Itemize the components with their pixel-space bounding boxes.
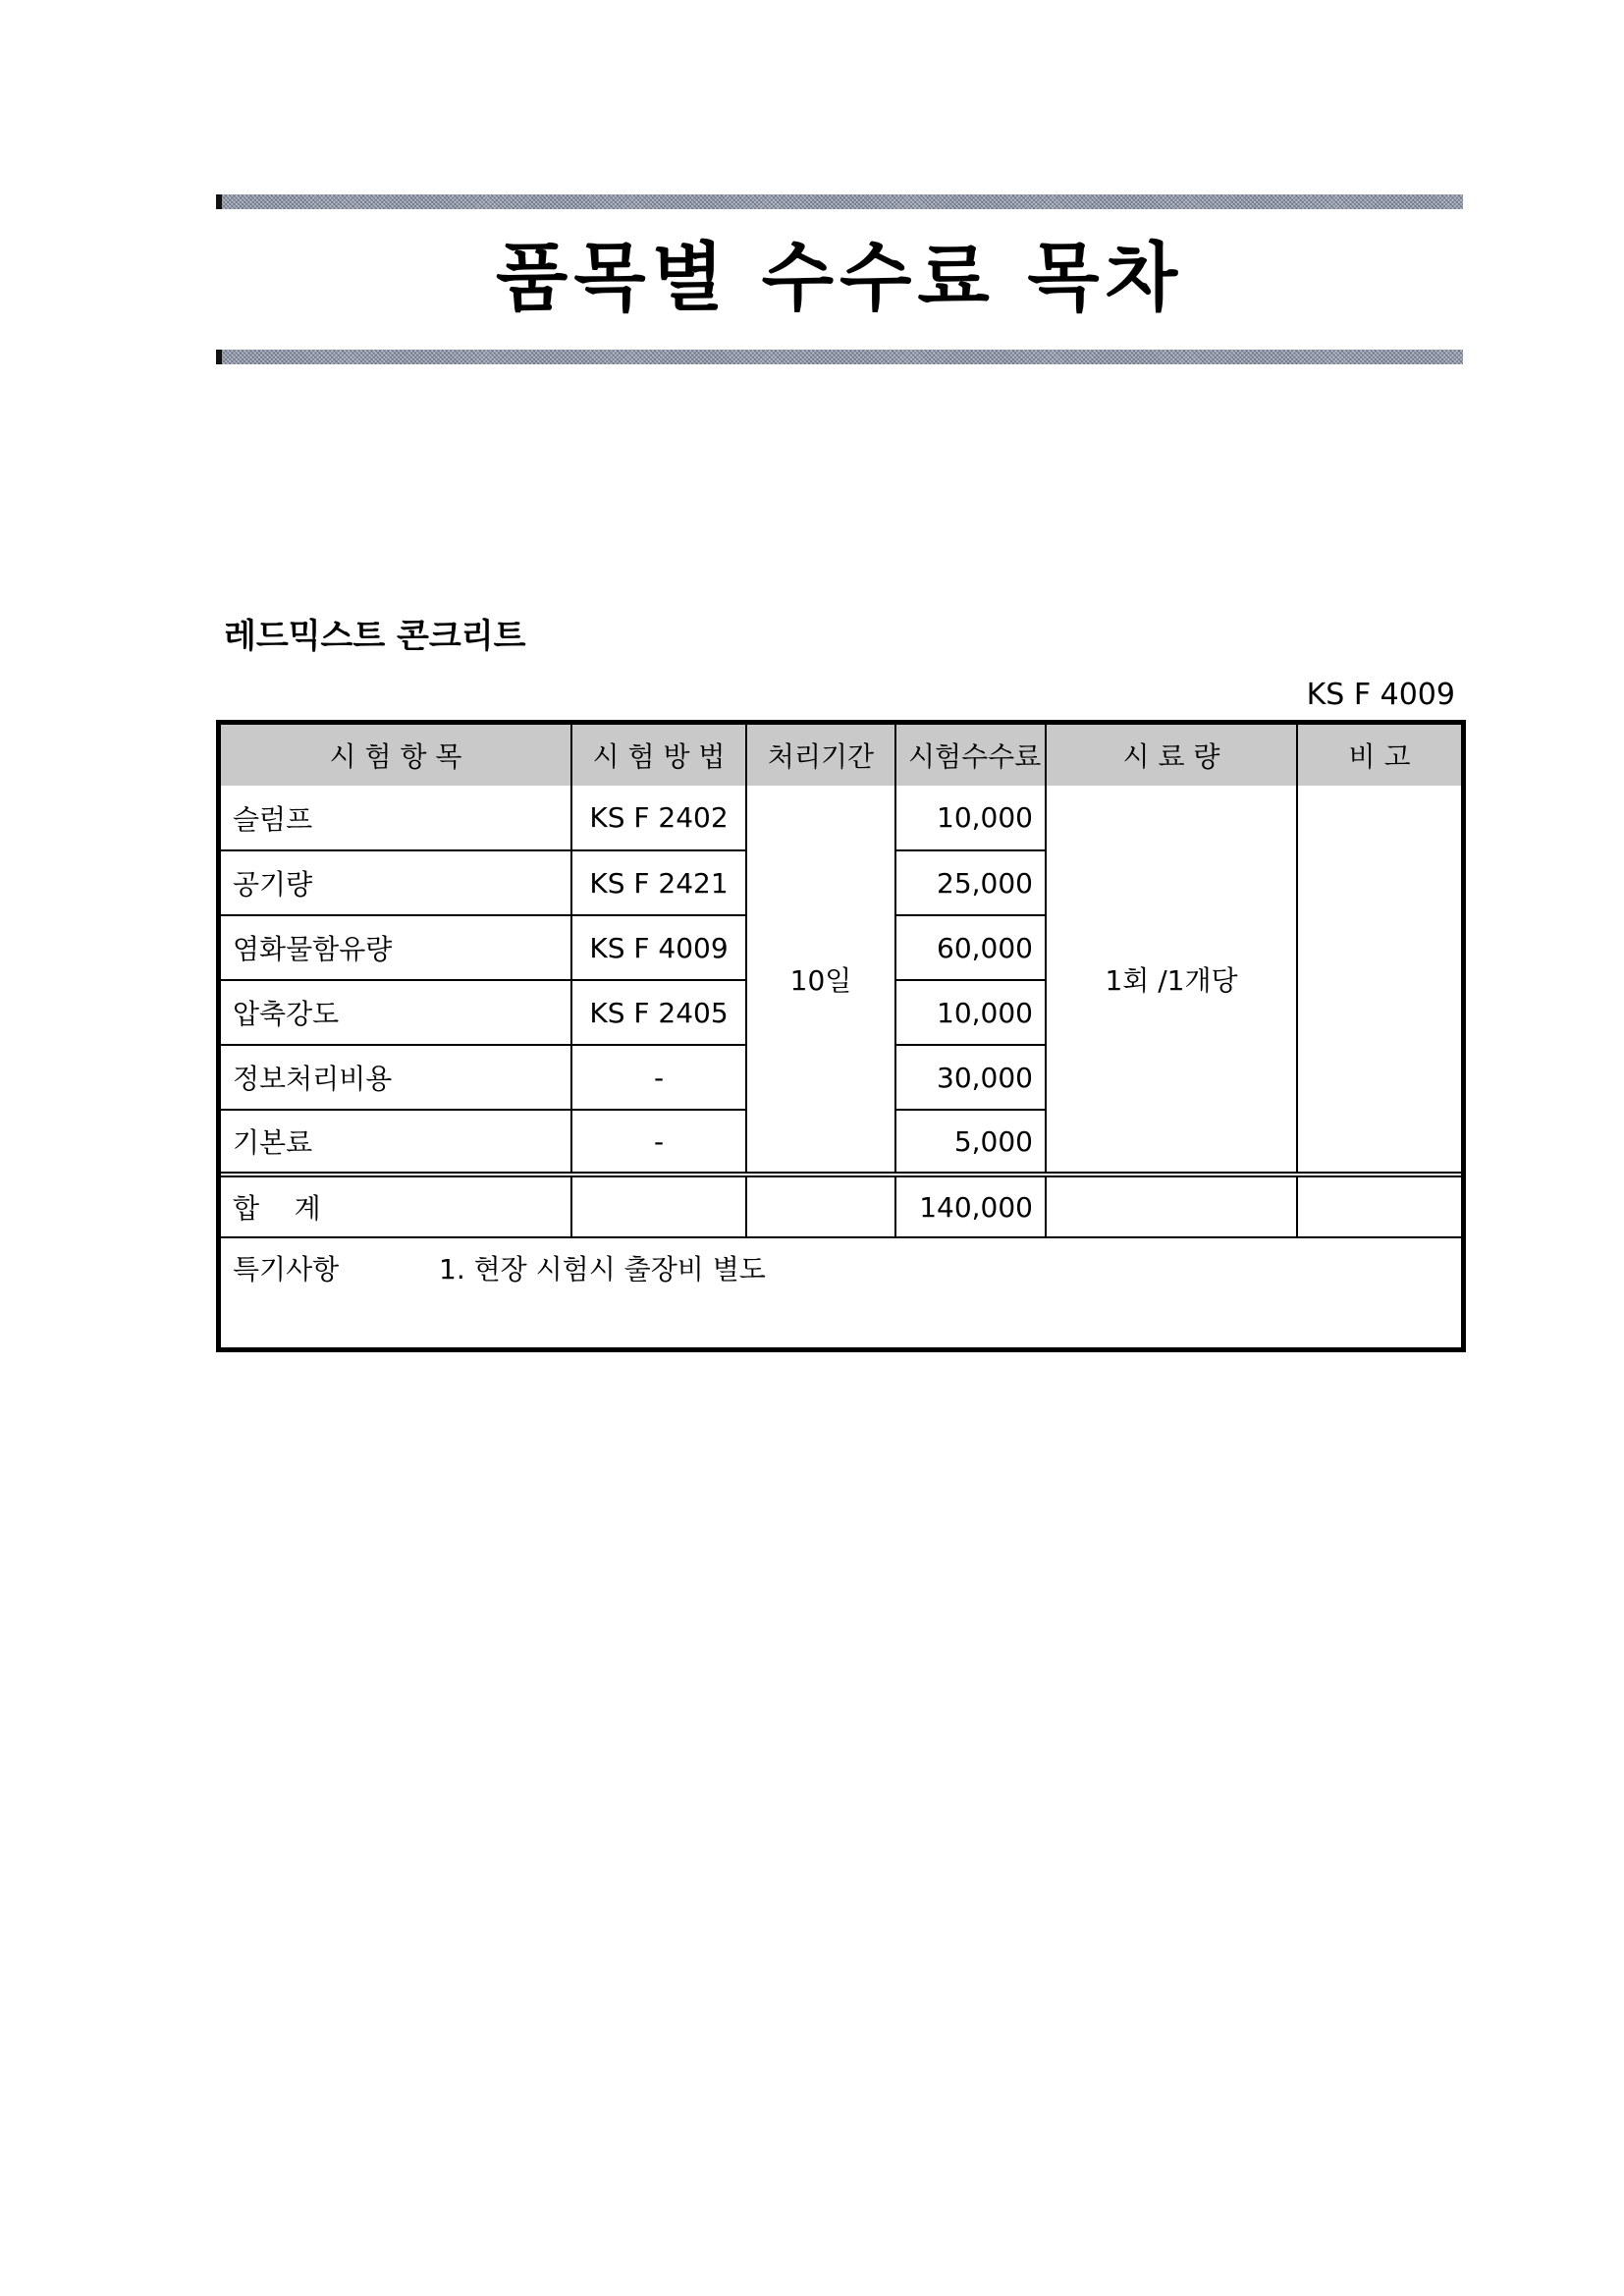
row-item: 정보처리비용: [221, 1045, 571, 1110]
row-fee: 5,000: [895, 1110, 1046, 1175]
total-method-cell: [571, 1175, 746, 1237]
row-item: 염화물함유량: [221, 915, 571, 980]
total-remarks-cell: [1297, 1175, 1461, 1237]
title-bottom-rule: [216, 350, 1463, 364]
section-title: 레드믹스트 콘크리트: [224, 617, 526, 656]
remarks-cell: [1297, 786, 1461, 1175]
header-test-item: 시 험 항 목: [221, 725, 571, 786]
header-sample-quantity: 시 료 량: [1046, 725, 1297, 786]
notes-row: [221, 1237, 1461, 1347]
row-method: -: [571, 1110, 746, 1175]
total-label-text: 합 계: [233, 1192, 321, 1225]
header-test-fee: 시험수수료: [895, 725, 1046, 786]
table-row: [221, 786, 1461, 850]
notes-cell: [221, 1237, 1461, 1347]
total-fee: 140,000: [895, 1175, 1046, 1237]
row-method: KS F 2402: [571, 786, 746, 850]
header-processing-period: 처리기간: [746, 725, 895, 786]
row-item: 슬럼프: [221, 786, 571, 850]
total-sample-cell: [1046, 1175, 1297, 1237]
row-item: 공기량: [221, 850, 571, 915]
header-remarks: 비 고: [1297, 725, 1461, 786]
notes-label: 특기사항: [233, 1253, 340, 1285]
total-label: [221, 1175, 571, 1237]
row-fee: 10,000: [895, 980, 1046, 1045]
row-fee: 25,000: [895, 850, 1046, 915]
row-item: 압축강도: [221, 980, 571, 1045]
row-method: KS F 4009: [571, 915, 746, 980]
standard-code: KS F 4009: [1306, 678, 1455, 712]
row-method: KS F 2405: [571, 980, 746, 1045]
row-fee: 10,000: [895, 786, 1046, 850]
notes-text: 1. 현장 시험시 출장비 별도: [439, 1253, 766, 1285]
fee-table: [221, 725, 1461, 1347]
total-row: [221, 1175, 1461, 1237]
sample-quantity-cell: 1회 /1개당: [1046, 786, 1297, 1175]
row-fee: 30,000: [895, 1045, 1046, 1110]
row-method: -: [571, 1045, 746, 1110]
processing-period-cell: 10일: [746, 786, 895, 1175]
title-top-rule: [216, 194, 1463, 209]
header-test-method: 시 험 방 법: [571, 725, 746, 786]
fee-table-frame: [216, 720, 1466, 1352]
row-item: 기본료: [221, 1110, 571, 1175]
row-fee: 60,000: [895, 915, 1046, 980]
table-header-row: [221, 725, 1461, 786]
page-title: 품목별 수수료 목차: [495, 234, 1184, 321]
total-period-cell: [746, 1175, 895, 1237]
row-method: KS F 2421: [571, 850, 746, 915]
